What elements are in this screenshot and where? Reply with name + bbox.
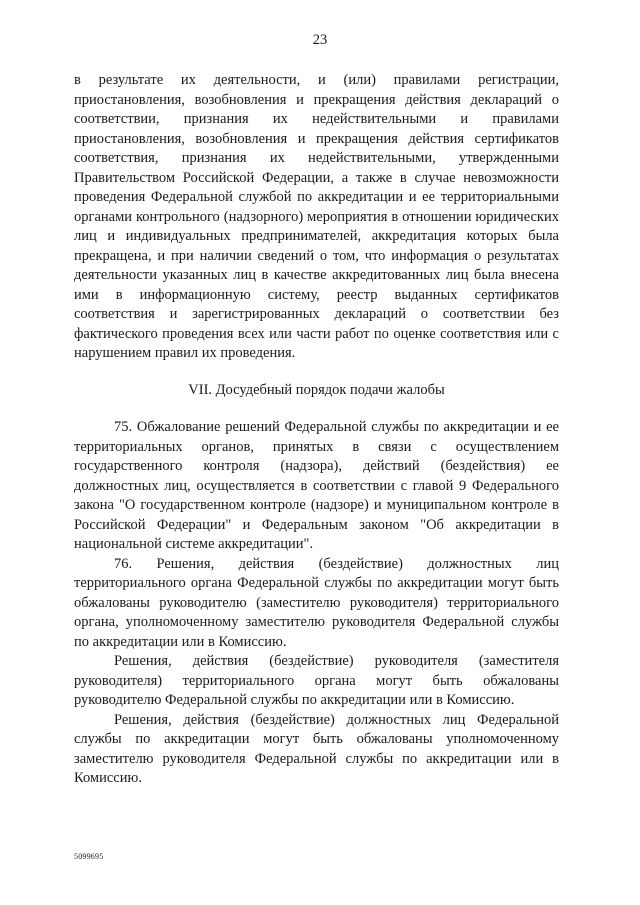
paragraph-76: 76. Решения, действия (бездействие) должностных лиц территориального органа Федеральной службы по аккредитации могут быть обжалованы руководителю (заместителю руководителя) территориального органа, уполномоченному заместителю руководителя Федеральной службы по аккредитации или в Комиссию.	[74, 555, 559, 650]
continued-paragraph: в результате их деятельности, и (или) правилами регистрации, приостановления, возобновления и прекращения действия деклараций о соответствии, признания их недействительными и правилами приостановления, возобновления и прекращения действия сертификатов соответствия, признания их недействительными, утвержденными Правительством Российской Федерации, а также в случае невозможности проведения Федеральной службой по аккредитации и ее территориальными органами контрольного (надзорного) мероприятия в отношении юридических лиц и индивидуальных предпринимателей, аккредитация которых была прекращена, и при наличии сведений о том, что информация о результатах деятельности указанных лиц в качестве аккредитованных лиц была внесена ими в информационную систему, реестр выданных сертификатов соответствия и зарегистрированных деклараций о соответствии без фактического проведения всех или части работ по оценке соответствия или с нарушением правил их проведения.	[74, 72, 559, 361]
paragraph-76-territorial-head: Решения, действия (бездействие) руководителя (заместителя руководителя) территориального органа могут быть обжалованы руководителю Федеральной службы по аккредитации или в Комиссию.	[74, 653, 559, 708]
page-number: 23	[312, 32, 328, 48]
section-heading: VII. Досудебный порядок подачи жалобы	[188, 381, 445, 398]
document-body	[74, 71, 559, 789]
paragraph-75: 75. Обжалование решений Федеральной службы по аккредитации и ее территориальных органов, принятых в связи с осуществлением государственного контроля (надзора), действий (бездействия) ее должностных лиц, осуществляется в соответствии с главой 9 Федерального закона "О государственном контроле (надзоре) и муниципальном контроле в Российской Федерации" и Федеральным законом "Об аккредитации в национальной системе аккредитации".	[74, 419, 559, 552]
document-code: 5099695	[74, 852, 104, 861]
paragraph-76-federal-officials: Решения, действия (бездействие) должностных лиц Федеральной службы по аккредитации могут быть обжалованы уполномоченному заместителю руководителя Федеральной службы по аккредитации или в Комиссию.	[74, 711, 559, 786]
